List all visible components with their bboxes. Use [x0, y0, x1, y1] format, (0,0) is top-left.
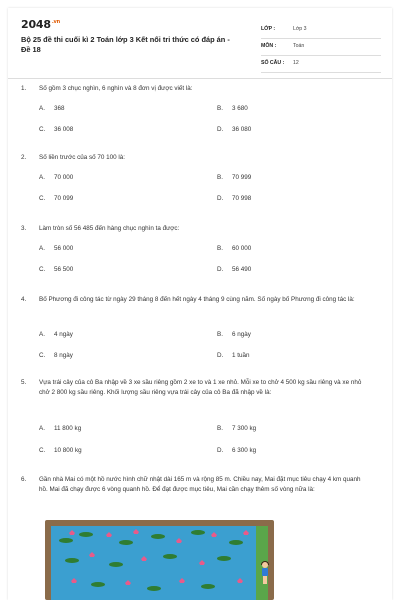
option-text: 10 800 kg [54, 447, 82, 454]
question-5 [21, 378, 371, 468]
lily-pad [79, 532, 93, 537]
option-text: 60 000 [232, 245, 252, 252]
question-number: 4. [21, 296, 27, 303]
option-letter: A. [39, 174, 45, 181]
header-divider [8, 78, 392, 79]
option-text: 36 008 [54, 126, 74, 133]
question-text: Vựa trái cây của cô Ba nhập về 3 xe sầu riêng gồm 2 xe to và 1 xe nhỏ. Mỗi xe to chở 4 500 kg sầu riêng và xe nhỏ chở 2 800 kg sầu riêng. Khối lượng sầu riêng vựa trái cây của cô Ba đã nhập về là: [39, 379, 362, 396]
lily-pad [191, 530, 205, 535]
question-text: Bố Phương đi công tác từ ngày 29 tháng 8 đến hết ngày 4 tháng 9 cùng năm. Số ngày bố Phương đi công tác là: [39, 296, 355, 303]
lotus-flower [176, 538, 182, 543]
option-letter: B. [217, 331, 223, 338]
option-letter: A. [39, 425, 45, 432]
lily-pad [147, 586, 161, 591]
lotus-flower [141, 556, 147, 561]
question-4 [21, 295, 371, 365]
question-2 [21, 153, 371, 213]
option-letter: C. [39, 195, 46, 202]
exam-page [8, 8, 392, 600]
pond-illustration [45, 520, 274, 600]
option-letter: B. [217, 174, 223, 181]
option-text: 56 490 [232, 266, 252, 273]
option-text: 8 ngày [54, 352, 73, 359]
option-letter: A. [39, 105, 45, 112]
option-letter: B. [217, 245, 223, 252]
lotus-flower [69, 530, 75, 535]
lily-pad [201, 584, 215, 589]
meta-class-row [261, 22, 381, 39]
girl-legs [263, 576, 267, 584]
meta-count-row [261, 56, 381, 73]
option-letter: C. [39, 126, 46, 133]
option-text: 368 [54, 105, 65, 112]
option-letter: D. [217, 126, 224, 133]
lotus-flower [211, 532, 217, 537]
question-text: Số liền trước của số 70 100 là: [39, 154, 126, 161]
lotus-flower [106, 532, 112, 537]
lotus-flower [243, 530, 249, 535]
option-text: 36 080 [232, 126, 252, 133]
logo-sub: .vn [51, 19, 60, 26]
question-6 [21, 475, 371, 515]
meta-value: Toán [293, 43, 305, 49]
document-title: Bộ 25 đề thi cuối kì 2 Toán lớp 3 Kết nối tri thức có đáp án - Đề 18 [21, 35, 230, 54]
exam-header [21, 18, 381, 74]
option-letter: D. [217, 266, 224, 273]
meta-label: MÔN : [261, 43, 277, 49]
question-3 [21, 224, 371, 284]
question-text: Gần nhà Mai có một hồ nước hình chữ nhật dài 165 m và rộng 85 m. Chiều nay, Mai đặt mục tiêu chạy 4 km quanh hồ. Mai đã chạy được 6 vòng quanh hồ. Để đạt được mục tiêu, Mai cần chạy thêm số vòng nữa là: [39, 476, 361, 493]
question-number: 2. [21, 154, 27, 161]
lily-pad [91, 582, 105, 587]
meta-label: SỐ CÂU : [261, 60, 285, 66]
meta-subject-row [261, 39, 381, 56]
question-text: Số gồm 3 chục nghìn, 6 nghìn và 8 đơn vị được viết là: [39, 85, 193, 92]
girl-body [262, 568, 268, 576]
option-letter: C. [39, 352, 46, 359]
lotus-flower [89, 552, 95, 557]
option-text: 1 tuần [232, 352, 250, 359]
meta-value: 12 [293, 60, 299, 66]
lily-pad [59, 538, 73, 543]
option-text: 70 998 [232, 195, 252, 202]
option-letter: D. [217, 352, 224, 359]
option-letter: B. [217, 425, 223, 432]
question-number: 5. [21, 379, 27, 386]
option-text: 70 099 [54, 195, 74, 202]
option-letter: A. [39, 331, 45, 338]
option-letter: A. [39, 245, 45, 252]
question-text: Làm tròn số 56 485 đến hàng chục nghìn ta được: [39, 225, 180, 232]
option-text: 6 300 kg [232, 447, 257, 454]
pond-water [51, 526, 256, 600]
lily-pad [109, 562, 123, 567]
lily-pad [229, 540, 243, 545]
option-text: 4 ngày [54, 331, 73, 338]
option-text: 11 800 kg [54, 425, 82, 432]
option-text: 70 000 [54, 174, 74, 181]
lily-pad [65, 558, 79, 563]
option-text: 6 ngày [232, 331, 251, 338]
lotus-flower [199, 560, 205, 565]
lotus-flower [71, 578, 77, 583]
lotus-flower [133, 529, 139, 534]
meta-value: Lớp 3 [293, 26, 307, 32]
running-girl [261, 562, 269, 584]
site-logo[interactable] [21, 18, 60, 31]
option-letter: C. [39, 266, 46, 273]
lotus-flower [125, 580, 131, 585]
option-letter: D. [217, 195, 224, 202]
lily-pad [217, 556, 231, 561]
option-text: 56 000 [54, 245, 74, 252]
question-number: 3. [21, 225, 27, 232]
question-number: 1. [21, 85, 27, 92]
lotus-flower [237, 578, 243, 583]
option-letter: B. [217, 105, 223, 112]
option-text: 7 300 kg [232, 425, 257, 432]
option-text: 3 680 [232, 105, 248, 112]
lily-pad [119, 540, 133, 545]
question-1 [21, 84, 371, 144]
logo-main: 2048 [21, 18, 51, 31]
exam-meta [261, 22, 381, 73]
lotus-flower [179, 578, 185, 583]
lily-pad [163, 554, 177, 559]
question-number: 6. [21, 476, 27, 483]
option-letter: D. [217, 447, 224, 454]
lily-pad [151, 534, 165, 539]
option-text: 56 500 [54, 266, 74, 273]
option-text: 70 999 [232, 174, 252, 181]
option-letter: C. [39, 447, 46, 454]
meta-label: LỚP : [261, 26, 276, 32]
